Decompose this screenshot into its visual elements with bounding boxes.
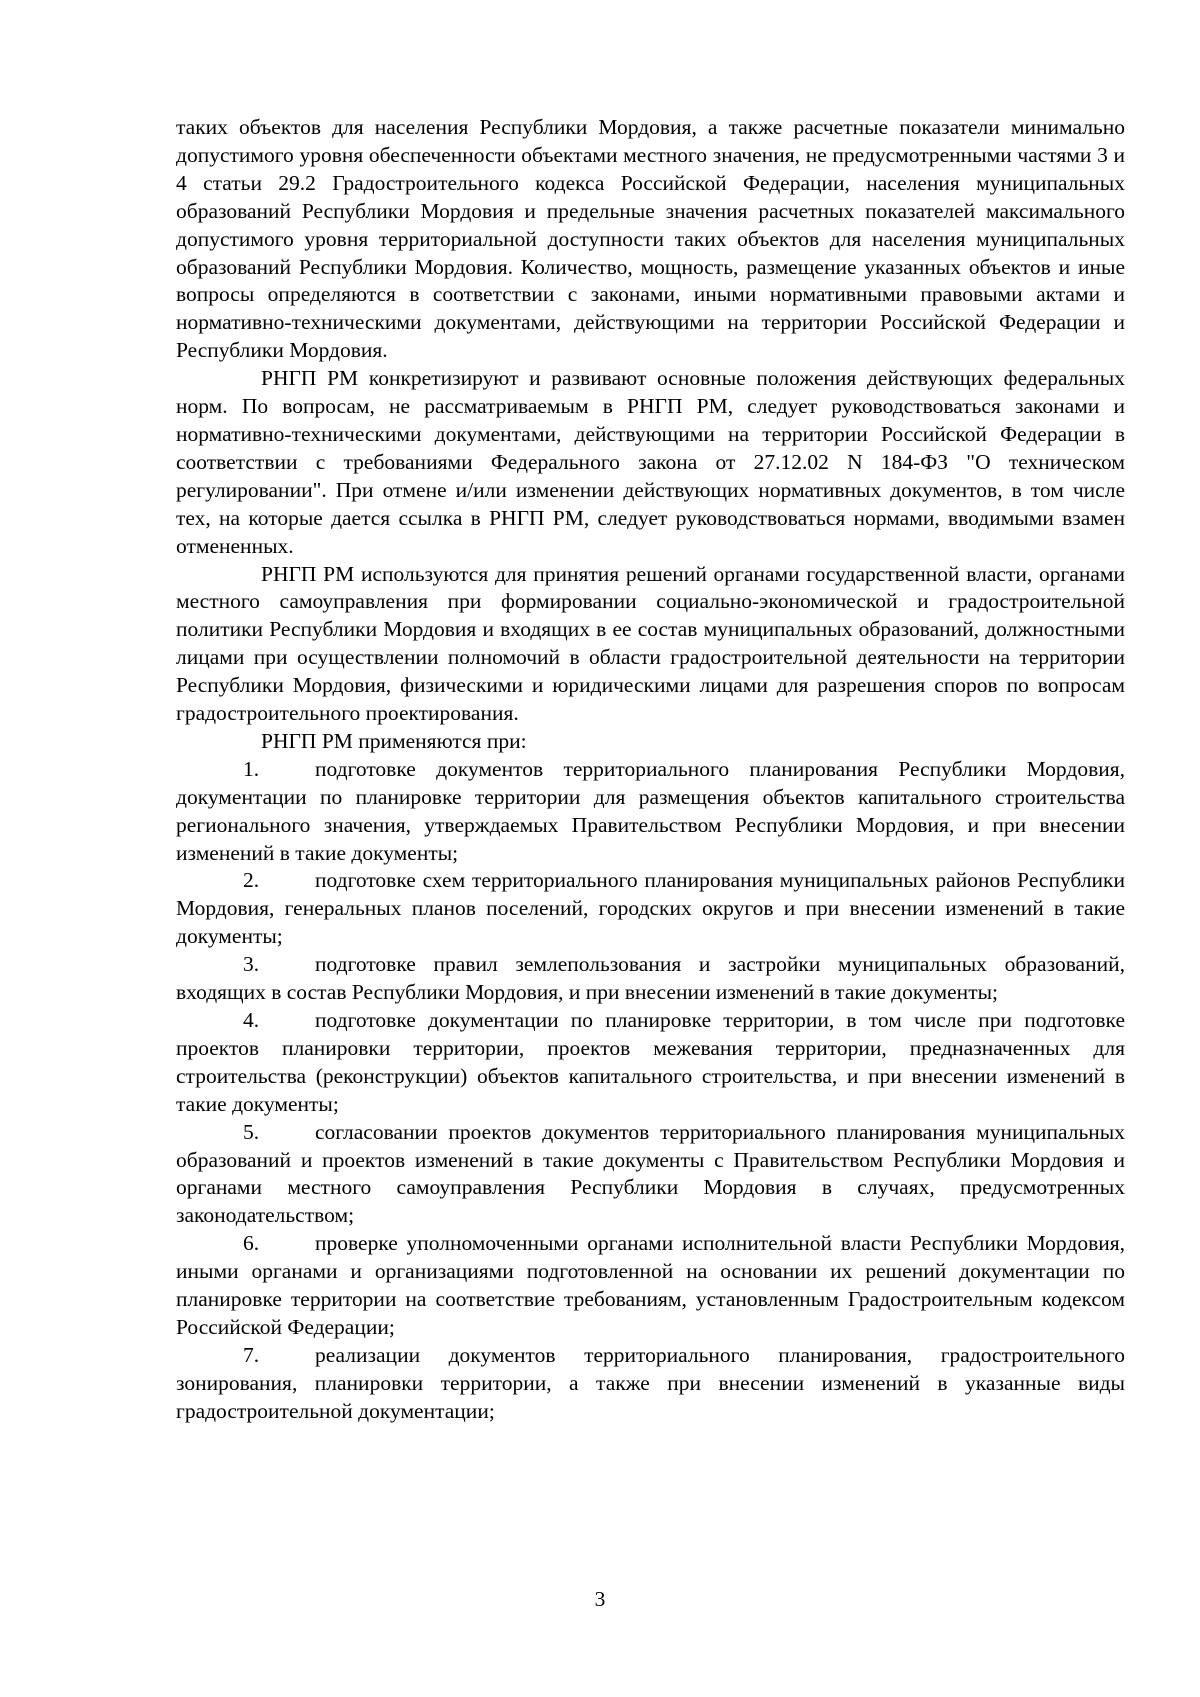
list-item-text: подготовке документов территориального планирования Республики Мордовия, документации по планировке территории для размещения объектов капитального строительства регионального значения, утверждаемых Правительством Республики Мордовия, и при внесении изменений в такие документы; — [176, 756, 1125, 865]
list-item — [176, 1342, 1125, 1426]
list-item-number: 6. — [243, 1231, 260, 1256]
list-item-text: подготовке правил землепользования и застройки муниципальных образований, входящих в состав Республики Мордовия, и при внесении изменений в такие документы; — [176, 952, 1125, 1005]
list-item — [176, 951, 1125, 1007]
paragraph-rngp-usage: РНГП РМ используются для принятия решений органами государственной власти, органами местного самоуправления при формировании социально-экономической и градостроительной политики Республики Мордовия и входящих в ее состав муниципальных образований, должностными лицами при осуществлении полномочий в области градостроительной деятельности на территории Республики Мордовия, физическими и юридическими лицами для разрешения споров по вопросам градостроительного проектирования. — [176, 561, 1125, 726]
list-item-number: 7. — [243, 1342, 260, 1367]
page-number: 3 — [594, 1587, 606, 1611]
list-item — [176, 1119, 1125, 1231]
list-item-number: 5. — [243, 1119, 260, 1144]
list-item-number: 3. — [243, 952, 260, 977]
list-item-text: реализации документов территориального планирования, градостроительного зонирования, планировки территории, а также при внесении изменений в указанные виды градостроительной документации; — [176, 1342, 1125, 1423]
paragraph-rngp-federal-norms: РНГП РМ конкретизируют и развивают основные положения действующих федеральных норм. По вопросам, не рассматриваемым в РНГП РМ, следует руководствоваться законами и нормативно-техническими документами, действующими на территории Российской Федерации в соответствии с требованиями Федерального закона от 27.12.02 N 184-ФЗ "О техническом регулировании". При отмене и/или изменении действующих нормативных документов, в том числе тех, на которые дается ссылка в РНГП РМ, следует руководствоваться нормами, вводимыми взамен отмененных. — [176, 366, 1125, 558]
list-item-text: подготовке схем территориального планирования муниципальных районов Республики Мордовия, генеральных планов поселений, городских округов и при внесении изменений в такие документы; — [176, 868, 1125, 949]
list-item-number: 1. — [243, 756, 260, 781]
paragraph-rngp-applied-when: РНГП РМ применяются при: — [261, 728, 527, 753]
list-item-number: 2. — [243, 868, 260, 893]
list-item-text: подготовке документации по планировке территории, в том числе при подготовке проектов планировки территории, проектов межевания территории, предназначенных для строительства (реконструкции) объектов капитального строительства, и при внесении изменений в такие документы; — [176, 1008, 1125, 1116]
list-item-text: согласовании проектов документов территориального планирования муниципальных образований и проектов изменений в такие документы с Правительством Республики Мордовия и органами местного самоуправления Республики Мордовия в случаях, предусмотренных законодательством; — [176, 1119, 1125, 1228]
list-item — [176, 1007, 1125, 1119]
document-body — [176, 114, 1125, 1426]
list-item — [176, 756, 1125, 868]
list-item-text: проверке уполномоченными органами исполнительной власти Республики Мордовия, иными органами и организациями подготовленной на основании их решений документации по планировке территории на соответствие требованиям, установленным Градостроительным кодексом Российской Федерации; — [176, 1231, 1125, 1339]
list-item — [176, 867, 1125, 951]
list-item — [176, 1230, 1125, 1342]
list-item-number: 4. — [243, 1008, 260, 1032]
paragraph-continuation: таких объектов для населения Республики Мордовия, а также расчетные показатели минимально допустимого уровня обеспеченности объектами местного значения, не предусмотренными частями 3 и 4 статьи 29.2 Градостроительного кодекса Российской Федерации, населения муниципальных образований Республики Мордовия и предельные значения расчетных показателей максимального допустимого уровня территориальной доступности таких объектов для населения муниципальных образований Республики Мордовия. Количество, мощность, размещение указанных объектов и иные вопросы определяются в соответствии с законами, иными нормативными правовыми актами и нормативно-техническими документами, действующими на территории Российской Федерации и Республики Мордовия. — [176, 115, 1125, 363]
